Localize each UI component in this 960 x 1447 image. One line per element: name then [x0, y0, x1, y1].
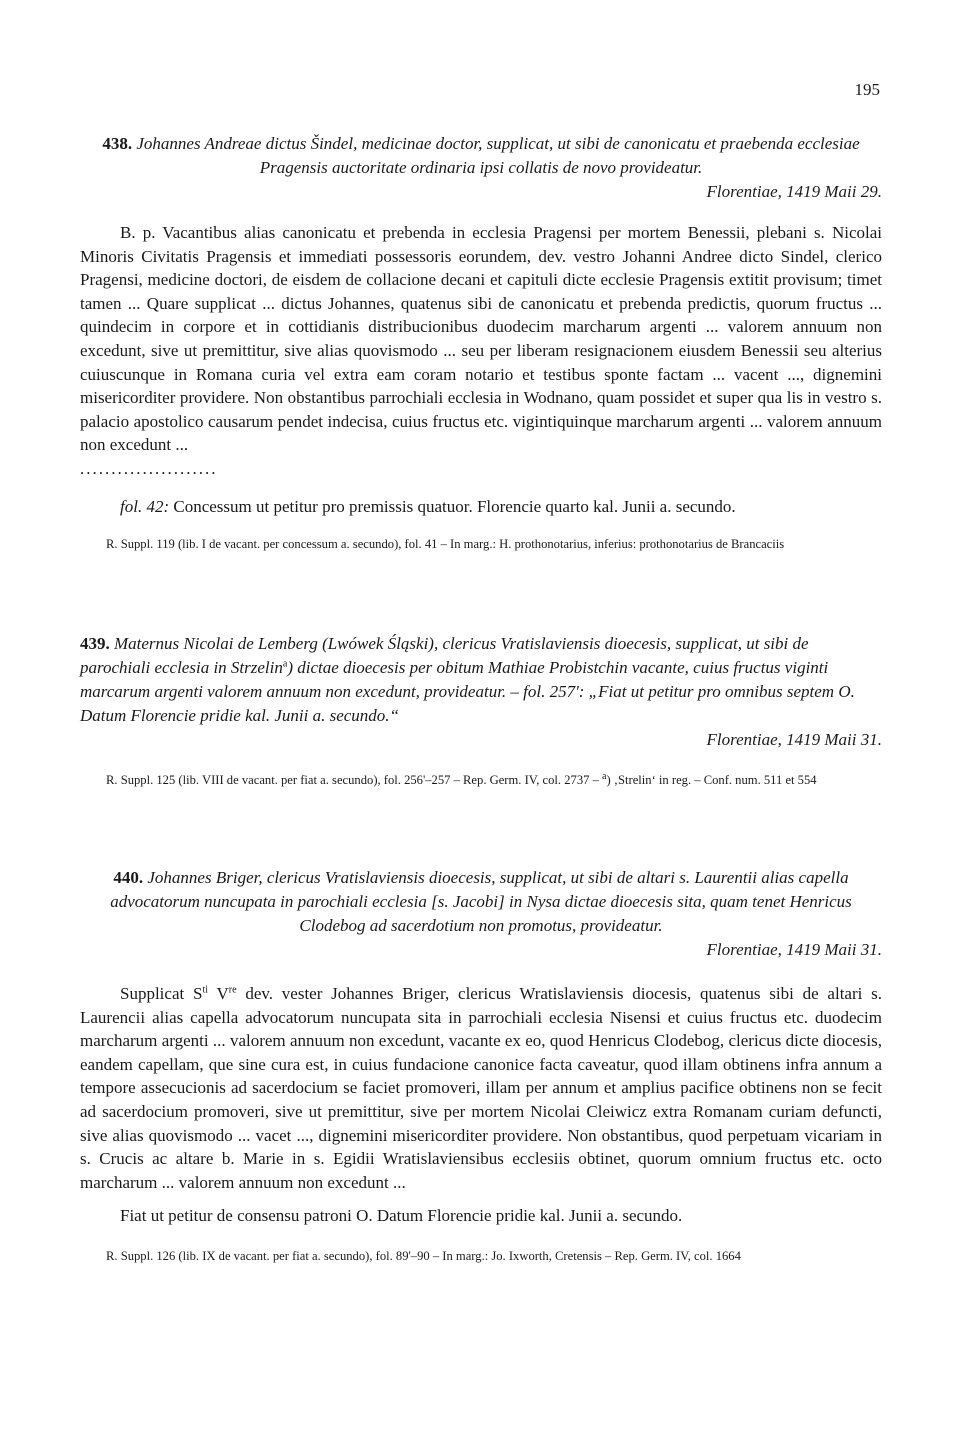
entry-heading [80, 632, 882, 728]
body-text-part2: V [208, 984, 229, 1003]
entry-number: 438. [102, 134, 133, 153]
entry-body [80, 982, 882, 1194]
entry-heading-text: Johannes Briger, clericus Vratislaviensis dioecesis, supplicat, ut sibi de altari s. Laurentii alias capella advocatorum nuncupata in parochiali ecclesia [s. Jacobi] in Nysa dictae dioecesis sita, quam tenet Henricus Clodebog ad sacerdotium non promotus, provideatur. [110, 868, 852, 935]
footnote-text-part2: ) ‚Strelin‘ in reg. – Conf. num. 511 et 554 [606, 773, 817, 787]
body-text-part3: dev. vester Johannes Briger, clericus Wratislaviensis diocesis, quatenus sibi de altari s. Laurencii alias capella advocatorum nuncupata sita in parrochiali ecclesia Nisensi et cuius fructus etc. duodecim marcharum argenti ... valorem annuum non excedunt, vacante ex eo, quod Henricus Clodebog, clericus dicte diocesis, eandem capellam, que sine cura est, in cuius fundacione canonice facta caveatur, quod illam obtinens infra annum a tempore assecucionis ad sacerdocium se faciet promoveri, illam per annum et amplius pacifice obtinens non se fecit ad sacerdocium promoveri, sive ut premittitur, sive per mortem Nicolai Cleiwicz extra Romanam curiam defuncti, sive alias quovismodo ... vacet ..., dignemini misericorditer providere. Non obstantibus, quod perpetuam vicariam in s. Crucis ac altare b. Marie in s. Egidii Wratislaviensibus ecclesiis obtinet, quorum omnium fructus etc. octo marcharum ... valorem annuum non excedunt ... [80, 984, 882, 1192]
superscript: ti [202, 984, 209, 996]
superscript: re [228, 984, 237, 996]
page-number: 195 [854, 80, 880, 99]
entry-heading [80, 866, 882, 938]
footnote-marker: a [602, 770, 607, 782]
entry-body: B. p. Vacantibus alias canonicatu et prebenda in ecclesia Pragensi per mortem Benessii, plebani s. Nicolai Minoris Civitatis Pragensis et immediati possessoris eorundem, dev. vestro Johanni Andree dicto Sindel, clerico Pragensi, medicine doctori, de eisdem de collacione decani et capituli dicte ecclesie Pragensis extitit provisum; timet tamen ... Quare supplicat ... dictus Johannes, quatenus sibi de canonicatu et prebenda predictis, quorum fructus ... quindecim in corpore et in cottidianis distribucionibus duodecim marcharum argenti ... valorem annuum non excedunt, sive ut premittitur, sive alias quovismodo ... seu per liberam resignacionem eiusdem Benessii seu alterius cuiuscunque in Romana curia vel extra eam coram notario et testibus sponte factam ... vacent ..., dignemini misericorditer providere. Non obstantibus parrochiali ecclesia in Wodnano, quam possidet et super qua lis in vestro s. palacio apostolico causarum pendet indecisa, cuius fructus etc. vigintiquinque marcharum argenti ... valorem annuum non excedunt ... [80, 223, 882, 455]
folio-text: Concessum ut petitur pro premissis quatuor. Florencie quarto kal. Junii a. secundo. [173, 496, 736, 516]
entry-heading [80, 132, 882, 180]
entry-date: Florentiae, 1419 Maii 31. [706, 940, 882, 959]
entry-number: 439. [80, 634, 110, 653]
entry-heading-text-part2: ) dictae dioecesis per obitum Mathiae Probistchin vacante, cuius fructus viginti marcarum argenti valorem annuum non excedunt, provideatur. – fol. 257': „Fiat ut petitur pro omnibus septem O. Datum Florencie pridie kal. Junii a. secundo.“ [80, 658, 855, 725]
footnote: R. Suppl. 126 (lib. IX de vacant. per fiat a. secundo), fol. 89'–90 – In marg.: Jo. Ixworth, Cretensis – Rep. Germ. IV, col. 1664 [106, 1248, 741, 1263]
entry-date: Florentiae, 1419 Maii 31. [706, 730, 882, 749]
footnote: R. Suppl. 119 (lib. I de vacant. per concessum a. secundo), fol. 41 – In marg.: H. prothonotarius, inferius: prothonotarius de Brancaciis [106, 537, 785, 552]
body-text-part1: Supplicat S [120, 984, 203, 1003]
footnote-text-part1: R. Suppl. 125 (lib. VIII de vacant. per fiat a. secundo), fol. 256'–257 – Rep. Germ. IV, col. 2737 – [106, 773, 603, 787]
entry-date: Florentiae, 1419 Maii 29. [706, 182, 882, 201]
entry-440 [80, 866, 882, 1266]
footnote-marker: a [282, 658, 288, 670]
entry-number: 440. [113, 868, 144, 887]
folio-line [80, 495, 882, 519]
entry-heading-text: Johannes Andreae dictus Šindel, medicinae doctor, supplicat, ut sibi de canonicatu et praebenda ecclesiae Pragensis auctoritate ordinaria ipsi collatis de novo provideatur. [136, 134, 860, 177]
ellipsis-line: ...................... [80, 458, 218, 478]
fiat-line: Fiat ut petitur de consensu patroni O. Datum Florencie pridie kal. Junii a. secundo. [120, 1206, 683, 1226]
entry-heading-text-part1: Maternus Nicolai de Lemberg (Lwówek Śląski), clericus Vratislaviensis dioecesis, supplicat, ut sibi de parochiali ecclesia in Strzelin [80, 634, 809, 677]
footnote [80, 770, 882, 790]
entry-438 [80, 132, 882, 554]
folio-reference: fol. 42: [120, 496, 170, 516]
entry-439 [80, 632, 882, 790]
